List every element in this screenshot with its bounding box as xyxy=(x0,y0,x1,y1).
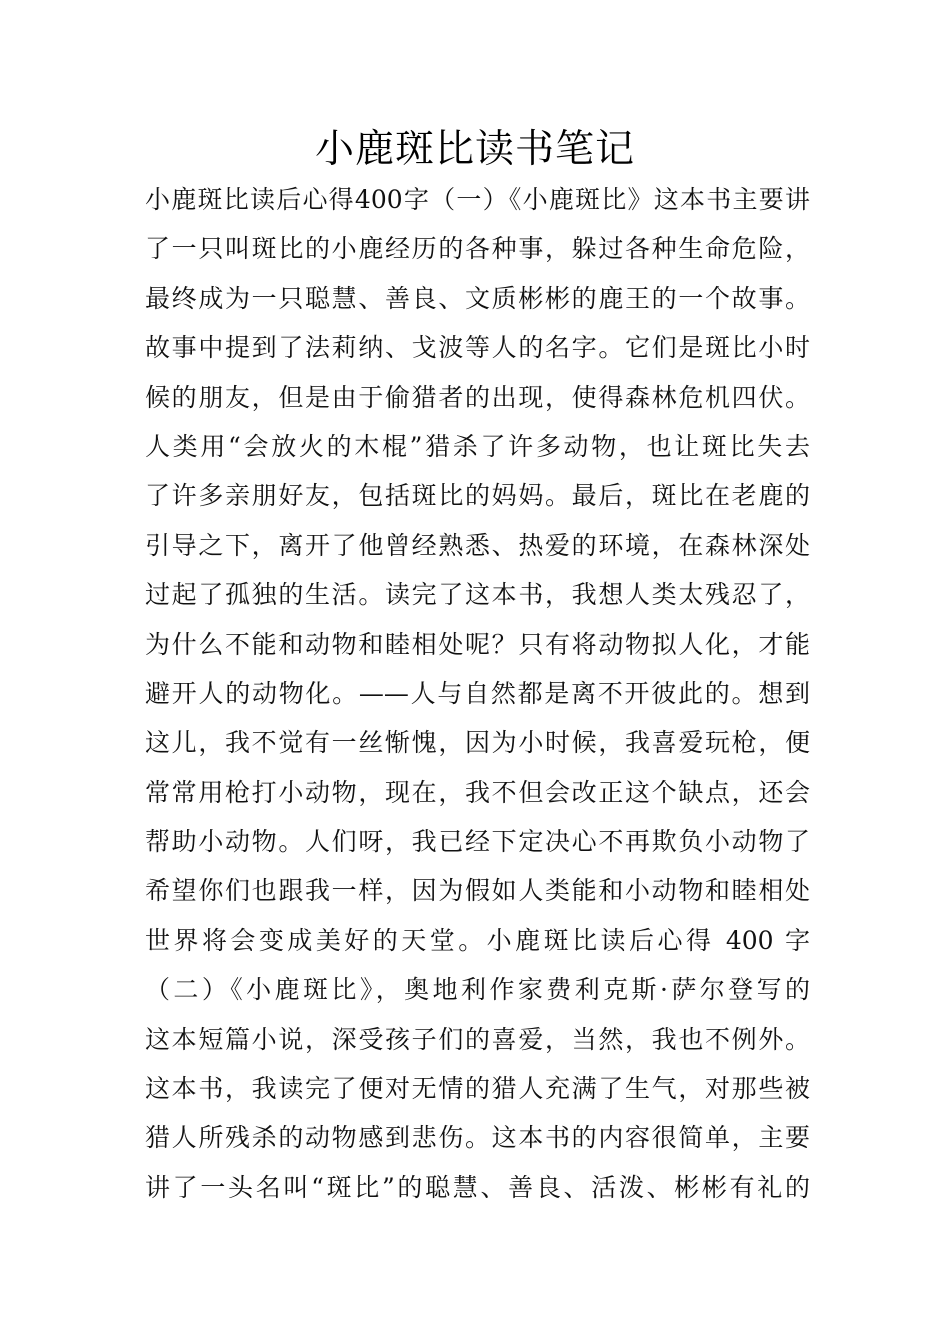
text-line: 过起了孤独的生活。读完了这本书，我想人类太残忍了， xyxy=(145,580,810,610)
text-line: 这本书，我读完了便对无情的猎人充满了生气，对那些被 xyxy=(145,1074,810,1104)
page-title: 小鹿斑比读书笔记 xyxy=(314,127,635,172)
text-line: 这本短篇小说，深受孩子们的喜爱，当然，我也不例外。 xyxy=(145,1024,810,1054)
text-line: 候的朋友，但是由于偷猎者的出现，使得森林危机四伏。 xyxy=(145,382,810,412)
text-line: 引导之下，离开了他曾经熟悉、热爱的环境，在森林深处 xyxy=(145,530,810,560)
text-line: 常常用枪打小动物，现在，我不但会改正这个缺点，还会 xyxy=(145,777,810,807)
text-line: 了一只叫斑比的小鹿经历的各种事，躲过各种生命危险， xyxy=(145,234,810,264)
text-line: 帮助小动物。人们呀，我已经下定决心不再欺负小动物了 xyxy=(145,827,810,857)
text-line: 世界将会变成美好的天堂。小鹿斑比读后心得 400 字 xyxy=(145,925,810,955)
text-line: 人类用“会放火的木棍”猎杀了许多动物，也让斑比失去 xyxy=(145,431,810,461)
text-line: 避开人的动物化。——人与自然都是离不开彼此的。想到 xyxy=(145,678,810,708)
text-line: 讲了一头名叫“斑比”的聪慧、善良、活泼、彬彬有礼的 xyxy=(145,1172,810,1202)
text-line: 了许多亲朋好友，包括斑比的妈妈。最后，斑比在老鹿的 xyxy=(145,481,810,511)
text-line: 这儿，我不觉有一丝惭愧，因为小时候，我喜爱玩枪，便 xyxy=(145,728,810,758)
text-line: 小鹿斑比读后心得400字（一）《小鹿斑比》这本书主要讲 xyxy=(145,185,810,214)
text-line: 为什么不能和动物和睦相处呢？只有将动物拟人化，才能 xyxy=(145,629,810,659)
body-text xyxy=(145,175,810,1212)
text-line: 猎人所残杀的动物感到悲伤。这本书的内容很简单，主要 xyxy=(145,1123,810,1153)
text-line: （二）《小鹿斑比》，奥地利作家费利克斯·萨尔登写的 xyxy=(145,975,810,1005)
text-line: 希望你们也跟我一样，因为假如人类能和小动物和睦相处 xyxy=(145,876,810,906)
text-line: 故事中提到了法莉纳、戈波等人的名字。它们是斑比小时 xyxy=(145,333,810,363)
text-line: 最终成为一只聪慧、善良、文质彬彬的鹿王的一个故事。 xyxy=(145,283,810,313)
